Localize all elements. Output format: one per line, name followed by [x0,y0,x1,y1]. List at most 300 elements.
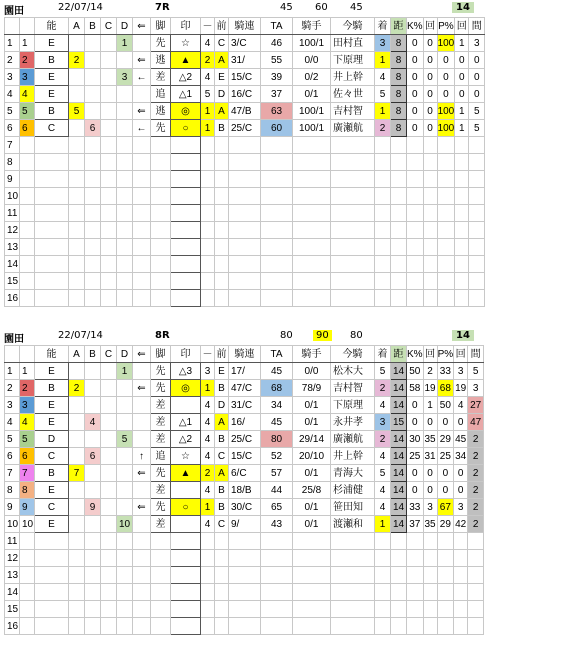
header-cell: TA [261,346,293,363]
interval-cell [469,188,485,205]
table-row [5,618,484,635]
horse-number-cell [20,601,35,618]
col-c-cell [101,120,117,137]
count-cell: 19 [423,380,437,397]
horse-number-cell: 3 [20,69,35,86]
interval-cell: 5 [469,120,485,137]
interval-cell [468,601,484,618]
k-percent-cell [407,171,424,188]
horse-number-cell: 9 [20,499,35,516]
header-cell: C [101,346,117,363]
front-cell [215,256,229,273]
arrow-cell: ⇐ [133,499,151,516]
horse-number-cell: 5 [20,431,35,448]
style-cell [151,550,171,567]
p-percent-cell [437,550,454,567]
finish-cell [375,222,391,239]
table-row [5,69,485,86]
count-cell [423,137,437,154]
race-date: 22/07/14 [58,330,103,341]
rating-cell: E [35,363,69,380]
jockey-cell [293,618,331,635]
front-cell: E [215,363,229,380]
count2-cell: 3 [454,363,468,380]
header-cell: C [101,18,117,35]
horse-number-cell: 10 [20,516,35,533]
ta-cell [261,239,293,256]
k-percent-cell: 25 [407,448,424,465]
column-header-row [5,346,484,363]
arrow-cell [133,533,151,550]
arrow-cell [133,290,151,307]
p-percent-cell [437,290,455,307]
count-cell [423,154,437,171]
col-c-cell [101,35,117,52]
current-jockey-cell [331,239,375,256]
distance-cell [391,533,407,550]
col-d-cell: 10 [117,516,133,533]
mark-cell: ◎ [171,380,201,397]
row-index-cell: 8 [5,482,20,499]
row-index-cell: 13 [5,567,20,584]
distance-cell [391,601,407,618]
row-index-cell: 3 [5,69,20,86]
arrow-cell [133,35,151,52]
col-a-cell [69,482,85,499]
col-a-cell [69,601,85,618]
finish-cell: 3 [375,414,391,431]
style-cell [151,601,171,618]
rating-cell: E [35,397,69,414]
ta-cell [261,188,293,205]
front-cell [215,222,229,239]
col-d-cell [117,120,133,137]
p-percent-cell: 0 [437,52,455,69]
p-percent-cell [437,273,455,290]
interval-cell [468,567,484,584]
distance-cell [391,239,407,256]
distance-cell [391,205,407,222]
rating-cell [35,567,69,584]
k-percent-cell: 58 [407,380,424,397]
jockey-combo-cell: 9/ [229,516,261,533]
ta-cell [261,533,293,550]
p-percent-cell [437,205,455,222]
table-row [5,533,484,550]
col-b-cell [85,601,101,618]
table-row [5,52,485,69]
style-cell: 差 [151,397,171,414]
col-d-cell [117,205,133,222]
interval-cell [468,533,484,550]
horse-number-cell [20,154,35,171]
row-index-cell: 8 [5,154,20,171]
p-percent-cell: 25 [437,448,454,465]
jockey-combo-cell [229,273,261,290]
current-jockey-cell [331,550,375,567]
style-cell [151,171,171,188]
jockey-cell: 0/1 [293,397,331,414]
k-percent-cell: 0 [407,35,424,52]
rating-cell [35,222,69,239]
table-row [5,482,484,499]
horse-number-cell [20,290,35,307]
k-percent-cell: 0 [407,465,424,482]
dash-cell: 5 [201,86,215,103]
current-jockey-cell: 杉浦健 [331,482,375,499]
style-cell [151,205,171,222]
style-cell [151,273,171,290]
col-c-cell [101,397,117,414]
col-b-cell [85,550,101,567]
jockey-cell: 0/1 [293,516,331,533]
jockey-cell: 0/0 [293,52,331,69]
mark-cell [171,567,201,584]
col-d-cell: 1 [117,35,133,52]
table-row [5,239,485,256]
arrow-cell: ⇐ [133,52,151,69]
count-cell [423,188,437,205]
interval-cell: 27 [468,397,484,414]
table-row [5,363,484,380]
count-cell: 0 [423,69,437,86]
mark-cell: ▲ [171,465,201,482]
interval-cell [469,273,485,290]
arrow-cell [133,482,151,499]
row-index-cell: 7 [5,137,20,154]
count2-cell: 0 [454,465,468,482]
mark-cell [171,273,201,290]
count-cell: 0 [423,35,437,52]
table-row [5,256,485,273]
row-index-cell: 3 [5,397,20,414]
header-cell: 距 [391,346,407,363]
finish-cell: 2 [375,120,391,137]
arrow-cell [133,618,151,635]
front-cell: B [215,499,229,516]
row-index-cell: 4 [5,86,20,103]
count2-cell: 0 [454,414,468,431]
col-a-cell [69,154,85,171]
table-row [5,397,484,414]
ta-cell: 46 [261,35,293,52]
avg-value-3: 45 [350,2,363,13]
interval-cell [469,154,485,171]
front-cell: C [215,448,229,465]
horse-number-cell [20,188,35,205]
finish-cell [375,550,391,567]
ta-cell: 39 [261,69,293,86]
interval-cell [468,618,484,635]
col-a-cell [69,397,85,414]
mark-cell [171,239,201,256]
col-a-cell [69,414,85,431]
jockey-combo-cell: 25/C [229,120,261,137]
count2-cell [454,618,468,635]
front-cell [215,618,229,635]
count-cell [423,533,437,550]
table-row [5,35,485,52]
distance-cell: 14 [391,448,407,465]
jockey-cell: 20/10 [293,448,331,465]
count2-cell [455,154,469,171]
current-jockey-cell: 笹田知 [331,499,375,516]
col-d-cell [117,188,133,205]
jockey-combo-cell [229,205,261,222]
jockey-combo-cell [229,601,261,618]
table-row [5,584,484,601]
count2-cell [454,601,468,618]
current-jockey-cell [331,171,375,188]
row-index-cell: 6 [5,120,20,137]
p-percent-cell [437,584,454,601]
front-cell [215,171,229,188]
count2-cell [455,273,469,290]
col-c-cell [101,103,117,120]
front-cell [215,239,229,256]
header-cell: 能 [35,18,69,35]
col-b-cell [85,222,101,239]
p-percent-cell [437,222,455,239]
table-row [5,448,484,465]
col-c-cell [101,222,117,239]
table-row [5,86,485,103]
mark-cell: △2 [171,431,201,448]
finish-cell [375,290,391,307]
col-b-cell [85,137,101,154]
col-c-cell [101,137,117,154]
dash-cell: 1 [201,380,215,397]
current-jockey-cell: 下原理 [331,52,375,69]
count2-cell: 45 [454,431,468,448]
col-d-cell [117,414,133,431]
col-b-cell [85,154,101,171]
p-percent-cell: 0 [437,414,454,431]
jockey-combo-cell [229,533,261,550]
current-jockey-cell [331,601,375,618]
count2-cell: 1 [455,103,469,120]
style-cell: 差 [151,414,171,431]
distance-cell [391,171,407,188]
ta-cell [261,137,293,154]
count2-cell [455,171,469,188]
p-percent-cell: 100 [437,120,455,137]
avg-value-3: 80 [350,330,363,341]
rating-cell [35,154,69,171]
count-cell: 3 [423,499,437,516]
style-cell [151,290,171,307]
count2-cell: 0 [454,482,468,499]
col-c-cell [101,154,117,171]
front-cell [215,273,229,290]
col-b-cell [85,103,101,120]
front-cell: C [215,35,229,52]
rating-cell: E [35,35,69,52]
current-jockey-cell: 佐々世 [331,86,375,103]
front-cell [215,205,229,222]
ta-cell [261,601,293,618]
interval-cell: 2 [468,448,484,465]
interval-cell: 3 [469,35,485,52]
row-index-cell: 5 [5,431,20,448]
count-cell: 0 [423,52,437,69]
col-a-cell [69,431,85,448]
table-row [5,380,484,397]
horse-number-cell: 1 [20,35,35,52]
count2-cell [454,584,468,601]
col-a-cell [69,205,85,222]
arrow-cell [133,516,151,533]
front-cell [215,188,229,205]
count2-cell: 19 [454,380,468,397]
style-cell: 差 [151,482,171,499]
horse-number-cell: 5 [20,103,35,120]
header-cell: 着 [375,18,391,35]
mark-cell: △3 [171,363,201,380]
ta-cell [261,290,293,307]
ta-cell [261,171,293,188]
arrow-cell [133,273,151,290]
horse-number-cell: 7 [20,465,35,482]
col-b-cell [85,482,101,499]
col-b-cell [85,52,101,69]
horse-number-cell: 6 [20,120,35,137]
col-d-cell [117,171,133,188]
rating-cell: C [35,448,69,465]
jockey-cell: 0/1 [293,465,331,482]
horse-number-cell: 8 [20,482,35,499]
col-d-cell [117,499,133,516]
style-cell: 先 [151,35,171,52]
k-percent-cell: 0 [407,103,424,120]
count-cell [423,601,437,618]
interval-cell: 0 [469,52,485,69]
current-jockey-cell: 吉村智 [331,103,375,120]
rating-cell [35,618,69,635]
col-b-cell [85,618,101,635]
jockey-cell: 0/1 [293,499,331,516]
header-cell: 前 [215,346,229,363]
header-cell: 脚 [151,346,171,363]
dash-cell [201,205,215,222]
arrow-cell: ⇐ [133,465,151,482]
mark-cell: △1 [171,86,201,103]
jockey-cell [293,205,331,222]
col-a-cell: 2 [69,52,85,69]
col-c-cell [101,363,117,380]
jockey-cell [293,290,331,307]
k-percent-cell [407,567,424,584]
arrow-cell [133,256,151,273]
dash-cell: 4 [201,431,215,448]
jockey-combo-cell [229,171,261,188]
count2-cell: 0 [455,86,469,103]
dash-cell [201,567,215,584]
jockey-combo-cell: 6/C [229,465,261,482]
row-index-cell: 10 [5,188,20,205]
col-b-cell [85,363,101,380]
k-percent-cell: 0 [407,414,424,431]
header-cell: 騎連 [229,18,261,35]
col-c-cell [101,550,117,567]
dash-cell: 3 [201,363,215,380]
distance-cell [391,618,407,635]
ta-cell: 37 [261,86,293,103]
rating-cell [35,273,69,290]
distance-cell: 14 [391,499,407,516]
mark-cell [171,188,201,205]
mark-cell [171,516,201,533]
arrow-cell [133,584,151,601]
style-cell [151,239,171,256]
p-percent-cell [437,239,455,256]
row-index-cell: 12 [5,222,20,239]
col-c-cell [101,290,117,307]
table-row [5,137,485,154]
row-index-cell: 12 [5,550,20,567]
front-cell [215,584,229,601]
table-row [5,273,485,290]
col-a-cell [69,120,85,137]
arrow-cell [133,414,151,431]
header-cell: 回 [423,346,437,363]
rating-cell: B [35,380,69,397]
distance-cell: 8 [391,35,407,52]
current-jockey-cell: 井上幹 [331,448,375,465]
jockey-cell: 0/1 [293,86,331,103]
horse-number-cell [20,239,35,256]
jockey-cell: 78/9 [293,380,331,397]
row-index-cell: 5 [5,103,20,120]
arrow-cell: ⇐ [133,380,151,397]
distance-cell [391,290,407,307]
current-jockey-cell [331,222,375,239]
distance-cell: 14 [391,431,407,448]
current-jockey-cell [331,188,375,205]
header-cell: 印 [171,18,201,35]
arrow-cell [133,86,151,103]
col-a-cell [69,618,85,635]
race-date: 22/07/14 [58,2,103,13]
col-b-cell [85,567,101,584]
count2-cell: 42 [454,516,468,533]
jockey-cell [293,273,331,290]
current-jockey-cell: 井上幹 [331,69,375,86]
jockey-combo-cell: 15/C [229,69,261,86]
front-cell: D [215,86,229,103]
p-percent-cell: 0 [437,86,455,103]
finish-cell: 4 [375,499,391,516]
count2-cell [455,205,469,222]
mark-cell: ◎ [171,103,201,120]
rating-cell [35,205,69,222]
count-cell: 31 [423,448,437,465]
current-jockey-cell [331,584,375,601]
arrow-cell [133,205,151,222]
horse-number-cell: 1 [20,363,35,380]
col-c-cell [101,414,117,431]
style-cell [151,222,171,239]
mark-cell: △2 [171,69,201,86]
finish-cell [375,584,391,601]
mark-cell [171,618,201,635]
count-cell [423,584,437,601]
jockey-cell: 0/1 [293,414,331,431]
row-index-cell: 4 [5,414,20,431]
col-b-cell [85,205,101,222]
dash-cell: 2 [201,52,215,69]
count2-cell [455,137,469,154]
